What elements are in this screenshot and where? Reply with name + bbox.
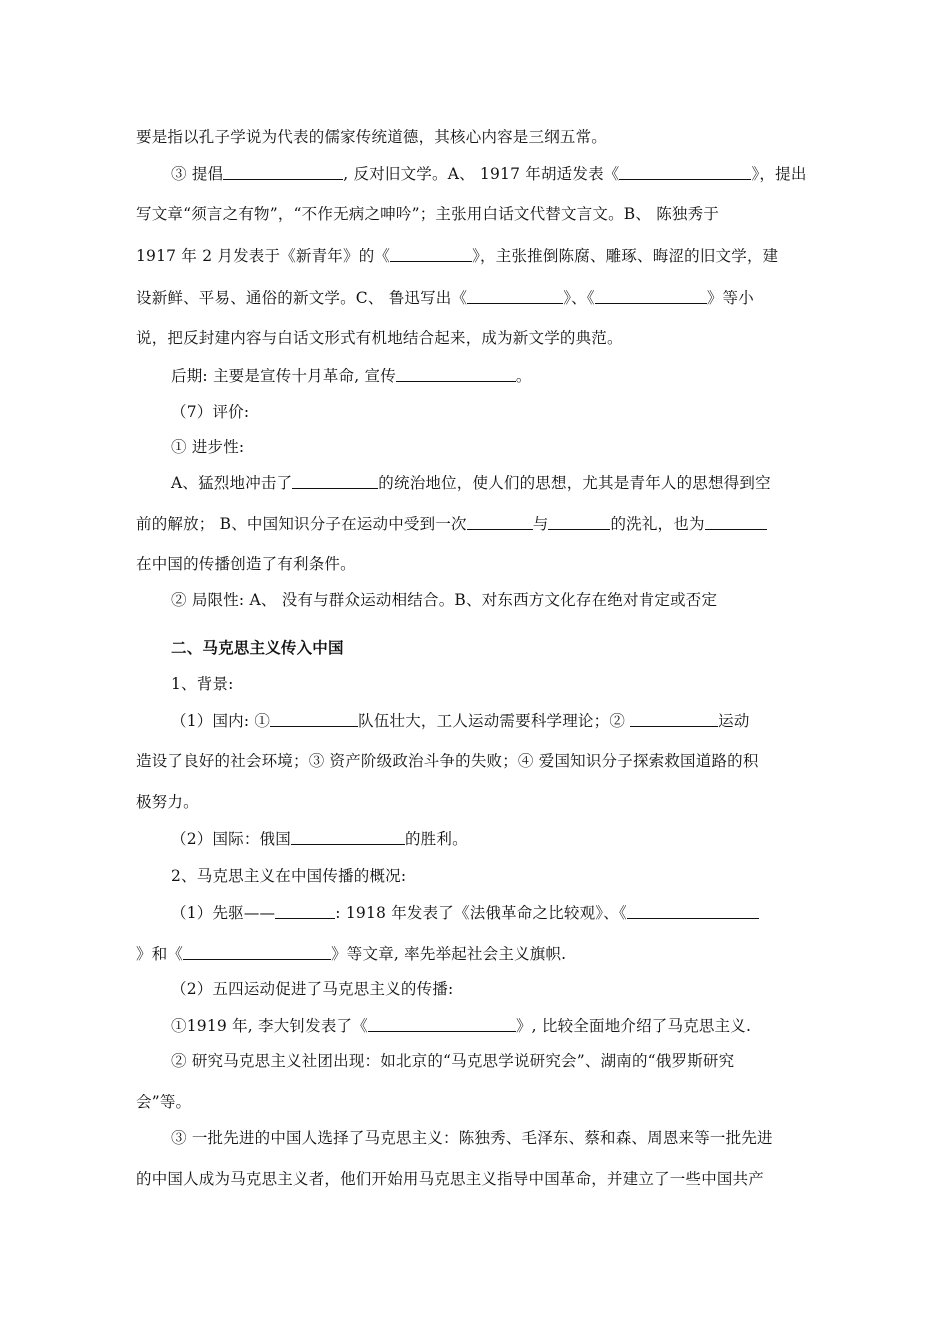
text-segment: 》和《 (136, 945, 184, 963)
text-line (136, 328, 623, 348)
text-segment: 的洗礼，也为 (610, 515, 705, 533)
text-segment: ①1919 年, 李大钊发表了《 (171, 1017, 368, 1035)
text-segment: （7）评价: (171, 403, 250, 421)
text-line (171, 1051, 734, 1071)
fill-blank[interactable] (467, 513, 533, 530)
text-segment: A、猛烈地冲击了 (171, 474, 293, 492)
text-segment: （1）国内: ① (171, 712, 271, 730)
text-line (171, 979, 453, 999)
text-segment: 1917 年 2 月发表于《新青年》的《 (136, 247, 391, 265)
text-segment: , 反对旧文学。A、 1917 年胡适发表《 (343, 165, 620, 183)
fill-blank[interactable] (595, 287, 707, 304)
text-line (171, 1128, 773, 1148)
text-segment: 在中国的传播创造了有利条件。 (136, 555, 356, 573)
text-line (171, 866, 406, 886)
text-segment: 。 (515, 367, 532, 385)
text-segment: 队伍壮大，工人运动需要科学理论；② (358, 712, 626, 730)
text-segment: 要是指以孔子学说为代表的儒家传统道德，其核心内容是三纲五常。 (136, 128, 608, 146)
text-segment: 》, 比较全面地介绍了马克思主义. (515, 1017, 752, 1035)
text-segment: 运动 (718, 712, 750, 730)
text-segment: ① 进步性: (171, 438, 245, 456)
text-segment: ③ 提倡 (171, 165, 224, 183)
fill-blank[interactable] (548, 513, 610, 530)
text-line (171, 163, 807, 184)
fill-blank[interactable] (183, 943, 331, 960)
text-segment: （2）五四运动促进了马克思主义的传播: (171, 980, 454, 998)
fill-blank[interactable] (368, 1015, 516, 1032)
text-segment: 》，主张推倒陈腐、雕琢、晦涩的旧文学，建 (472, 247, 779, 265)
text-line (171, 472, 771, 493)
text-segment: 极努力。 (136, 793, 199, 811)
text-line (171, 674, 234, 694)
text-line (171, 590, 717, 610)
text-segment: 说，把反封建内容与白话文形式有机地结合起来，成为新文学的典范。 (136, 329, 623, 347)
fill-blank[interactable] (223, 163, 343, 180)
text-line (171, 902, 759, 923)
text-segment: 》、《 (563, 289, 595, 307)
text-segment: 造设了良好的社会环境；③ 资产阶级政治斗争的失败；④ 爱国知识分子探索救国道路的积 (136, 752, 759, 770)
text-segment: 与 (532, 515, 549, 533)
text-line (136, 127, 607, 147)
fill-blank[interactable] (467, 287, 563, 304)
text-line (136, 287, 754, 308)
text-line (136, 943, 566, 964)
text-segment: ② 研究马克思主义社团出现：如北京的“马克思学说研究会”、湖南的“俄罗斯研究 (171, 1052, 735, 1070)
fill-blank[interactable] (275, 902, 335, 919)
text-segment: 1、背景: (171, 675, 234, 693)
text-line (136, 513, 767, 534)
text-segment: 前的解放； B、中国知识分子在运动中受到一次 (136, 515, 467, 533)
text-line (136, 204, 719, 224)
text-segment: 2、马克思主义在中国传播的概况: (171, 867, 407, 885)
fill-blank[interactable] (627, 902, 759, 919)
text-line (136, 1092, 191, 1112)
fill-blank[interactable] (292, 472, 378, 489)
text-line (171, 437, 244, 457)
text-segment: （2）国际：俄国 (171, 830, 291, 848)
text-segment: 的胜利。 (404, 830, 468, 848)
text-segment: ③ 一批先进的中国人选择了马克思主义：陈独秀、毛泽东、蔡和森、周恩来等一批先进 (171, 1129, 773, 1147)
text-line (136, 751, 759, 771)
text-line (136, 1169, 764, 1189)
text-line (171, 710, 750, 731)
fill-blank[interactable] (396, 365, 516, 382)
text-line (171, 1015, 751, 1036)
fill-blank[interactable] (705, 513, 767, 530)
text-line (171, 402, 249, 422)
section-heading-text: 二、马克思主义传入中国 (171, 638, 344, 657)
text-segment: 》等文章, 率先举起社会主义旗帜. (331, 945, 567, 963)
text-segment: 设新鲜、平易、通俗的新文学。C、 鲁迅写出《 (136, 289, 468, 307)
section-heading (171, 638, 344, 658)
text-segment: 会”等。 (136, 1093, 192, 1111)
fill-blank[interactable] (630, 710, 718, 727)
text-line (171, 828, 468, 849)
text-segment: 写文章“须言之有物”，“不作无病之呻吟”；主张用白话文代替文言文。B、 陈独秀于 (136, 205, 720, 223)
fill-blank[interactable] (291, 828, 405, 845)
text-segment: 》等小 (706, 289, 754, 307)
text-segment: : 1918 年发表了《法俄革命之比较观》、《 (335, 904, 627, 922)
text-segment: 后期: 主要是宣传十月革命, 宣传 (171, 367, 396, 385)
text-segment: 的中国人成为马克思主义者，他们开始用马克思主义指导中国革命，并建立了一些中国共产 (136, 1170, 765, 1188)
text-segment: ② 局限性: A、 没有与群众运动相结合。B、对东西方文化存在绝对肯定或否定 (171, 591, 718, 609)
text-line (136, 245, 778, 266)
text-line (136, 554, 356, 574)
text-line (171, 365, 532, 386)
text-segment: 》，提出 (751, 165, 807, 183)
text-segment: （1）先驱—— (171, 904, 276, 922)
fill-blank[interactable] (619, 163, 751, 180)
fill-blank[interactable] (270, 710, 358, 727)
text-segment: 的统治地位，使人们的思想，尤其是青年人的思想得到空 (378, 474, 771, 492)
fill-blank[interactable] (390, 245, 472, 262)
text-line (136, 792, 199, 812)
